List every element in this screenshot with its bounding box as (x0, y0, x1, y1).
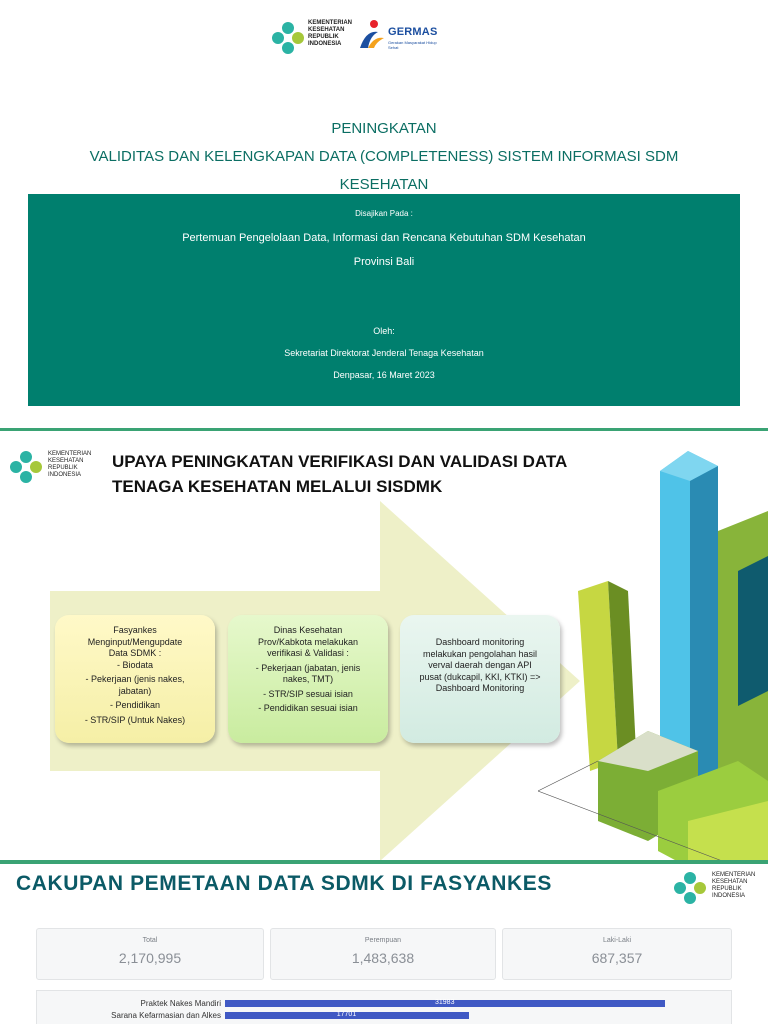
kemenkes-logo-text: KEMENTERIAN KESEHATAN REPUBLIK INDONESIA (308, 20, 353, 47)
stat-value: 687,357 (591, 950, 643, 966)
bar-category-label: Praktek Nakes Mandiri (140, 999, 221, 1008)
step-line: pusat (dukcapil, KKI, KTKI) => (419, 671, 541, 682)
step-line: nakes, TMT) (282, 674, 334, 684)
stat-label: Perempuan (364, 937, 402, 944)
germas-subtitle: Gerakan Masyarakat Hidup Sehat (388, 40, 437, 50)
step-line: - STR/SIP (Untuk Nakes) (84, 714, 186, 725)
kemenkes-logo-icon (8, 449, 44, 485)
slide-title: CAKUPAN PEMETAAN DATA SDMK DI FASYANKES (16, 872, 552, 895)
step-line: Prov/Kabkota melakukan (257, 636, 359, 647)
presentation-info-box (28, 194, 740, 406)
step-line: jabatan) (118, 685, 152, 696)
step-line: verval daerah dengan API (428, 660, 532, 670)
step-dashboard-monitoring (400, 615, 560, 743)
stat-card-total (36, 928, 264, 980)
stat-label: Laki-Laki (602, 937, 631, 944)
slide-title-line-1: UPAYA PENINGKATAN VERIFIKASI DAN VALIDASI DATA (112, 452, 568, 471)
event-name: Pertemuan Pengelolaan Data, Informasi dan Rencana Kebutuhan SDM Kesehatan (182, 232, 586, 244)
bar-row (37, 1011, 733, 1021)
facility-bar-chart (36, 990, 732, 1024)
step-line: - STR/SIP sesuai isian (263, 688, 353, 699)
step-line: - Biodata (116, 659, 154, 670)
title-line-1: PENINGKATAN (331, 120, 437, 137)
bar-value-label: 31983 (435, 999, 455, 1006)
stat-label: Total (142, 937, 158, 944)
step-line: Dashboard monitoring (435, 637, 525, 647)
step-line: - Pekerjaan (jabatan, jenis (255, 662, 361, 673)
germas-title: GERMAS (388, 26, 438, 38)
kemenkes-logo-icon (672, 870, 708, 906)
bar-value-label: 17701 (336, 1011, 357, 1018)
step-line: - Pendidikan (109, 700, 161, 710)
stat-card-female (270, 928, 496, 980)
step-line: melakukan pengolahan hasil (422, 648, 538, 659)
step-fasyankes-input (55, 615, 215, 743)
step-line: Dinas Kesehatan (273, 625, 343, 635)
slide-title-line-2: TENAGA KESEHATAN MELALUI SISDMK (112, 477, 443, 496)
title-line-3: KESEHATAN (339, 176, 429, 193)
step-line: verifikasi & Validasi : (267, 648, 349, 658)
main-title (40, 115, 728, 199)
place-date: Denpasar, 16 Maret 2023 (333, 370, 435, 380)
title-slide (0, 0, 768, 420)
step-line: - Pendidikan sesuai isian (258, 703, 358, 713)
kemenkes-logo-icon (270, 20, 306, 56)
slide-divider (0, 860, 768, 864)
step-line: - Pekerjaan (jenis nakes, (85, 674, 185, 684)
step-line: Data SDMK : (108, 648, 162, 658)
step-dinkes-verification (228, 615, 388, 743)
germas-logo-icon (356, 18, 386, 52)
title-line-2: VALIDITAS DAN KELENGKAPAN DATA (COMPLETENESS) SISTEM INFORMASI SDM (89, 148, 679, 165)
step-line: Fasyankes (113, 625, 157, 635)
bar-category-label: Sarana Kefarmasian dan Alkes (111, 1011, 221, 1020)
stat-card-male (502, 928, 732, 980)
step-line: Dashboard Monitoring (435, 683, 525, 693)
stat-value: 2,170,995 (118, 950, 182, 966)
presenter: Sekretariat Direktorat Jenderal Tenaga Kesehatan (284, 348, 484, 358)
presented-at-label: Disajikan Pada : (355, 209, 413, 218)
event-province: Provinsi Bali (353, 256, 415, 268)
kemenkes-logo-text: KEMENTERIAN KESEHATAN REPUBLIK INDONESIA (48, 451, 92, 478)
step-line: Menginput/Mengupdate (87, 636, 183, 647)
building-illustration (538, 431, 768, 864)
coverage-slide (0, 866, 768, 1024)
bar-row (37, 999, 733, 1009)
header-logos (268, 14, 468, 62)
kemenkes-logo-text: KEMENTERIAN KESEHATAN REPUBLIK INDONESIA (712, 872, 756, 899)
by-label: Oleh: (373, 326, 395, 336)
process-slide (0, 428, 768, 864)
stat-value: 1,483,638 (351, 950, 415, 966)
